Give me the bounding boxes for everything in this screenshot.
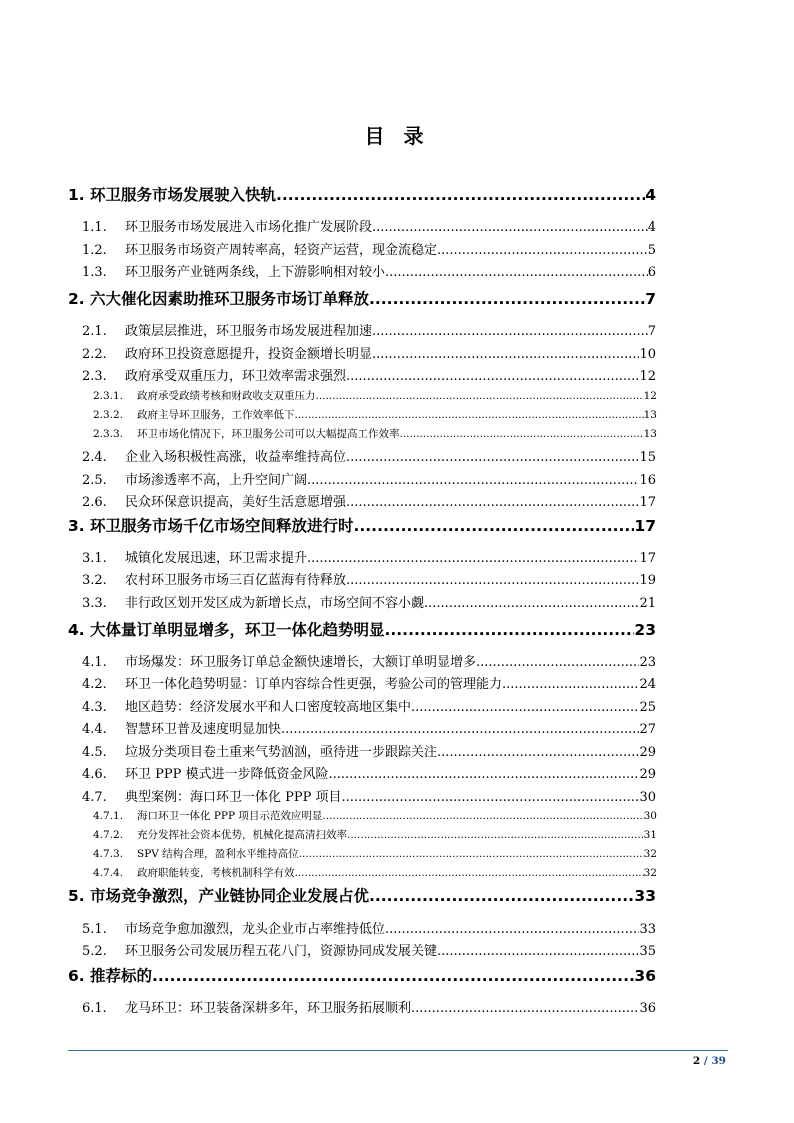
toc-number: 2.2. — [82, 347, 107, 362]
toc-section[interactable] — [82, 569, 656, 588]
toc-leader-dots — [299, 848, 644, 860]
toc-leader-dots — [346, 450, 639, 465]
toc-number: 1.2. — [82, 243, 107, 258]
toc-page-number: 30 — [643, 810, 657, 822]
toc-leader-dots — [316, 390, 644, 402]
toc-page-number: 35 — [639, 944, 656, 959]
toc-section[interactable] — [82, 446, 656, 465]
toc-leader-dots — [437, 944, 639, 959]
toc-title: 典型案例：海口环卫一体化 PPP 项目 — [125, 790, 342, 805]
toc-leader-dots — [346, 495, 639, 510]
toc-subsection[interactable] — [93, 388, 657, 403]
toc-section[interactable] — [82, 216, 656, 235]
toc-leader-dots — [346, 369, 639, 384]
toc-leader-dots — [437, 745, 639, 760]
toc-page-number: 33 — [639, 922, 656, 937]
toc-leader-dots — [295, 867, 644, 879]
toc-page-number: 12 — [643, 390, 657, 402]
current-page: 2 — [692, 1055, 701, 1067]
toc-leader-dots — [347, 829, 644, 841]
toc-page-number: 32 — [643, 867, 657, 879]
toc-number: 2. — [68, 290, 85, 308]
page-separator: / — [703, 1055, 708, 1067]
toc-leader-dots — [346, 573, 639, 588]
toc-chapter[interactable] — [68, 183, 656, 205]
toc-leader-dots — [307, 473, 639, 488]
toc-leader-dots — [385, 621, 635, 639]
toc-leader-dots — [329, 767, 640, 782]
toc-page-number: 29 — [639, 745, 656, 760]
toc-leader-dots — [400, 428, 644, 440]
footer-divider — [68, 1050, 728, 1051]
toc-page-number: 25 — [639, 700, 656, 715]
toc-leader-dots — [152, 967, 634, 985]
toc-number: 4.5. — [82, 745, 107, 760]
toc-number: 3. — [68, 517, 85, 535]
toc-subsection[interactable] — [93, 808, 657, 823]
toc-title: 企业入场积极性高涨，收益率维持高位 — [125, 450, 347, 465]
toc-section[interactable] — [82, 786, 656, 805]
toc-title: 民众环保意识提高，美好生活意愿增强 — [125, 495, 347, 510]
toc-leader-dots — [411, 1001, 639, 1016]
toc-number: 6. — [68, 967, 85, 985]
toc-number: 2.6. — [82, 495, 107, 510]
toc-number: 4.7.4. — [93, 867, 124, 879]
toc-number: 4.7. — [82, 790, 107, 805]
toc-number: 4.7.1. — [93, 810, 124, 822]
toc-number: 1.3. — [82, 265, 107, 280]
toc-section[interactable] — [82, 997, 656, 1016]
toc-section[interactable] — [82, 763, 656, 782]
toc-number: 2.3. — [82, 369, 107, 384]
toc-title: 环卫服务公司发展历程五花八门，资源协同成发展关键 — [125, 944, 438, 959]
toc-page-number: 24 — [639, 677, 656, 692]
toc-title: 推荐标的 — [90, 967, 153, 985]
toc-leader-dots — [411, 700, 639, 715]
toc-page-number: 17 — [639, 495, 656, 510]
toc-page-number: 27 — [639, 722, 656, 737]
toc-page-number: 36 — [639, 1001, 656, 1016]
toc-title: 环卫服务市场千亿市场空间释放进行时 — [90, 517, 354, 535]
toc-title: 市场竞争愈加激烈，龙头企业市占率维持低位 — [125, 922, 386, 937]
toc-page-number: 16 — [639, 473, 656, 488]
toc-section[interactable] — [82, 469, 656, 488]
toc-number: 5. — [68, 887, 85, 905]
toc-leader-dots — [372, 220, 648, 235]
toc-section[interactable] — [82, 491, 656, 510]
toc-leader-dots — [502, 677, 639, 692]
toc-page-number: 33 — [634, 887, 656, 905]
toc-page-number: 15 — [639, 450, 656, 465]
toc-page-number: 29 — [639, 767, 656, 782]
toc-number: 5.1. — [82, 922, 107, 937]
toc-title: 非行政区划开发区成为新增长点，市场空间不容小觑 — [125, 596, 425, 611]
toc-page-number: 19 — [639, 573, 656, 588]
toc-page-number: 4 — [645, 186, 656, 204]
toc-leader-dots — [307, 551, 639, 566]
toc-title: 环卫服务产业链两条线，上下游影响相对较小 — [125, 265, 386, 280]
toc-page-number: 17 — [639, 551, 656, 566]
toc-number: 4.4. — [82, 722, 107, 737]
toc-title: 政府主导环卫服务，工作效率低下 — [137, 409, 295, 421]
toc-subsection[interactable] — [93, 426, 657, 441]
page-number — [693, 1055, 726, 1067]
toc-title: 市场竞争激烈，产业链协同企业发展占优 — [90, 887, 370, 905]
toc-title: 市场爆发：环卫服务订单总金额快速增长，大额订单明显增多 — [125, 655, 477, 670]
toc-title: 政府职能转变，考核机制科学有效 — [137, 867, 295, 879]
toc-title: 地区趋势：经济发展水平和人口密度较高地区集中 — [125, 700, 412, 715]
toc-number: 4.1. — [82, 655, 107, 670]
toc-page-number: 30 — [639, 790, 656, 805]
toc-section[interactable] — [82, 320, 656, 339]
toc-page-number: 32 — [643, 848, 657, 860]
toc-title: 市场渗透率不高，上升空间广阔 — [125, 473, 308, 488]
toc-title: 智慧环卫普及速度明显加快 — [125, 722, 282, 737]
toc-section[interactable] — [82, 651, 656, 670]
toc-title: 农村环卫服务市场三百亿蓝海有待释放 — [125, 573, 347, 588]
toc-page-number: 7 — [645, 290, 656, 308]
toc-page-number: 13 — [643, 428, 657, 440]
toc-page-number: 23 — [639, 655, 656, 670]
toc-leader-dots — [372, 347, 639, 362]
toc-subsection[interactable] — [93, 407, 657, 422]
toc-number: 2.3.3. — [93, 428, 124, 440]
toc-title: 环卫市场化情况下，环卫服务公司可以大幅提高工作效率 — [137, 428, 400, 440]
toc-number: 6.1. — [82, 1001, 107, 1016]
toc-number: 4.6. — [82, 767, 107, 782]
toc-title: 大体量订单明显增多，环卫一体化趋势明显 — [90, 621, 385, 639]
toc-leader-dots — [342, 790, 640, 805]
toc-leader-dots — [295, 409, 644, 421]
toc-page-number: 7 — [647, 324, 656, 339]
toc-subsection[interactable] — [93, 865, 657, 880]
toc-page-number: 12 — [639, 369, 656, 384]
toc-title: 六大催化因素助推环卫服务市场订单释放 — [90, 290, 370, 308]
toc-title: 政府承受双重压力，环卫效率需求强烈 — [125, 369, 347, 384]
toc-chapter[interactable] — [68, 884, 656, 906]
toc-title: 充分发挥社会资本优势，机械化提高清扫效率 — [137, 829, 347, 841]
toc-title: 政策层层推进，环卫服务市场发展进程加速 — [125, 324, 373, 339]
toc-chapter[interactable] — [68, 287, 656, 309]
toc-chapter[interactable] — [68, 618, 656, 640]
toc-number: 2.4. — [82, 450, 107, 465]
toc-subsection[interactable] — [93, 827, 657, 842]
total-pages: 39 — [711, 1055, 726, 1067]
toc-page-number: 23 — [634, 621, 656, 639]
toc-title: 龙马环卫：环卫装备深耕多年，环卫服务拓展顺利 — [125, 1001, 412, 1016]
toc-section[interactable] — [82, 696, 656, 715]
toc-page-number: 31 — [643, 829, 657, 841]
toc-number: 2.3.2. — [93, 409, 124, 421]
toc-page-number: 21 — [639, 596, 656, 611]
toc-number: 4.7.3. — [93, 848, 124, 860]
toc-leader-dots — [369, 290, 645, 308]
toc-leader-dots — [372, 324, 648, 339]
toc-leader-dots — [281, 722, 639, 737]
toc-number: 1.1. — [82, 220, 107, 235]
toc-leader-dots — [437, 243, 648, 258]
toc-number: 1. — [68, 186, 85, 204]
toc-chapter[interactable] — [68, 514, 656, 536]
toc-number: 5.2. — [82, 944, 107, 959]
toc-section[interactable] — [82, 343, 656, 362]
toc-section[interactable] — [82, 592, 656, 611]
toc-section[interactable] — [82, 918, 656, 937]
toc-leader-dots — [276, 186, 645, 204]
toc-page-number: 4 — [647, 220, 656, 235]
toc-leader-dots — [354, 517, 635, 535]
toc-title: 政府环卫投资意愿提升，投资金额增长明显 — [125, 347, 373, 362]
toc-leader-dots — [369, 887, 634, 905]
toc-title: 环卫一体化趋势明显：订单内容综合性更强，考验公司的管理能力 — [125, 677, 503, 692]
toc-section[interactable] — [82, 365, 656, 384]
toc-title: 海口环卫一体化 PPP 项目示范效应明显 — [137, 810, 323, 822]
toc-section[interactable] — [82, 741, 656, 760]
toc-number: 4.3. — [82, 700, 107, 715]
toc-title: 垃圾分类项目卷土重来气势汹汹，亟待进一步跟踪关注 — [125, 745, 438, 760]
toc-section[interactable] — [82, 718, 656, 737]
toc-section[interactable] — [82, 261, 656, 280]
toc-page-number: 6 — [647, 265, 656, 280]
toc-number: 4. — [68, 621, 85, 639]
toc-title: 环卫 PPP 模式进一步降低资金风险 — [125, 767, 329, 782]
toc-page-number: 17 — [634, 517, 656, 535]
toc-number: 4.7.2. — [93, 829, 124, 841]
toc-title: 城镇化发展迅速，环卫需求提升 — [125, 551, 308, 566]
toc-number: 3.1. — [82, 551, 107, 566]
toc-number: 2.5. — [82, 473, 107, 488]
toc-subsection[interactable] — [93, 846, 657, 861]
toc-number: 2.3.1. — [93, 390, 124, 402]
toc-section[interactable] — [82, 940, 656, 959]
toc-page-number: 10 — [639, 347, 656, 362]
toc-number: 3.2. — [82, 573, 107, 588]
toc-section[interactable] — [82, 673, 656, 692]
toc-title: SPV 结构合理，盈利水平维持高位 — [137, 848, 299, 860]
toc-page-number: 5 — [647, 243, 656, 258]
toc-page-number: 36 — [634, 967, 656, 985]
toc-section[interactable] — [82, 547, 656, 566]
toc-section[interactable] — [82, 239, 656, 258]
toc-title: 环卫服务市场发展驶入快轨 — [90, 186, 277, 204]
toc-number: 3.3. — [82, 596, 107, 611]
toc-leader-dots — [385, 922, 639, 937]
toc-title: 环卫服务市场发展进入市场化推广发展阶段 — [125, 220, 373, 235]
toc-leader-dots — [424, 596, 639, 611]
toc-title: 政府承受政绩考核和财政收支双重压力 — [137, 390, 316, 402]
toc-number: 4.2. — [82, 677, 107, 692]
toc-leader-dots — [476, 655, 639, 670]
toc-chapter[interactable] — [68, 964, 656, 986]
toc-leader-dots — [322, 810, 643, 822]
toc-number: 2.1. — [82, 324, 107, 339]
toc-title: 环卫服务市场资产周转率高，轻资产运营，现金流稳定 — [125, 243, 438, 258]
toc-leader-dots — [385, 265, 648, 280]
toc-page-number: 13 — [643, 409, 657, 421]
page-title: 目 录 — [364, 124, 430, 148]
